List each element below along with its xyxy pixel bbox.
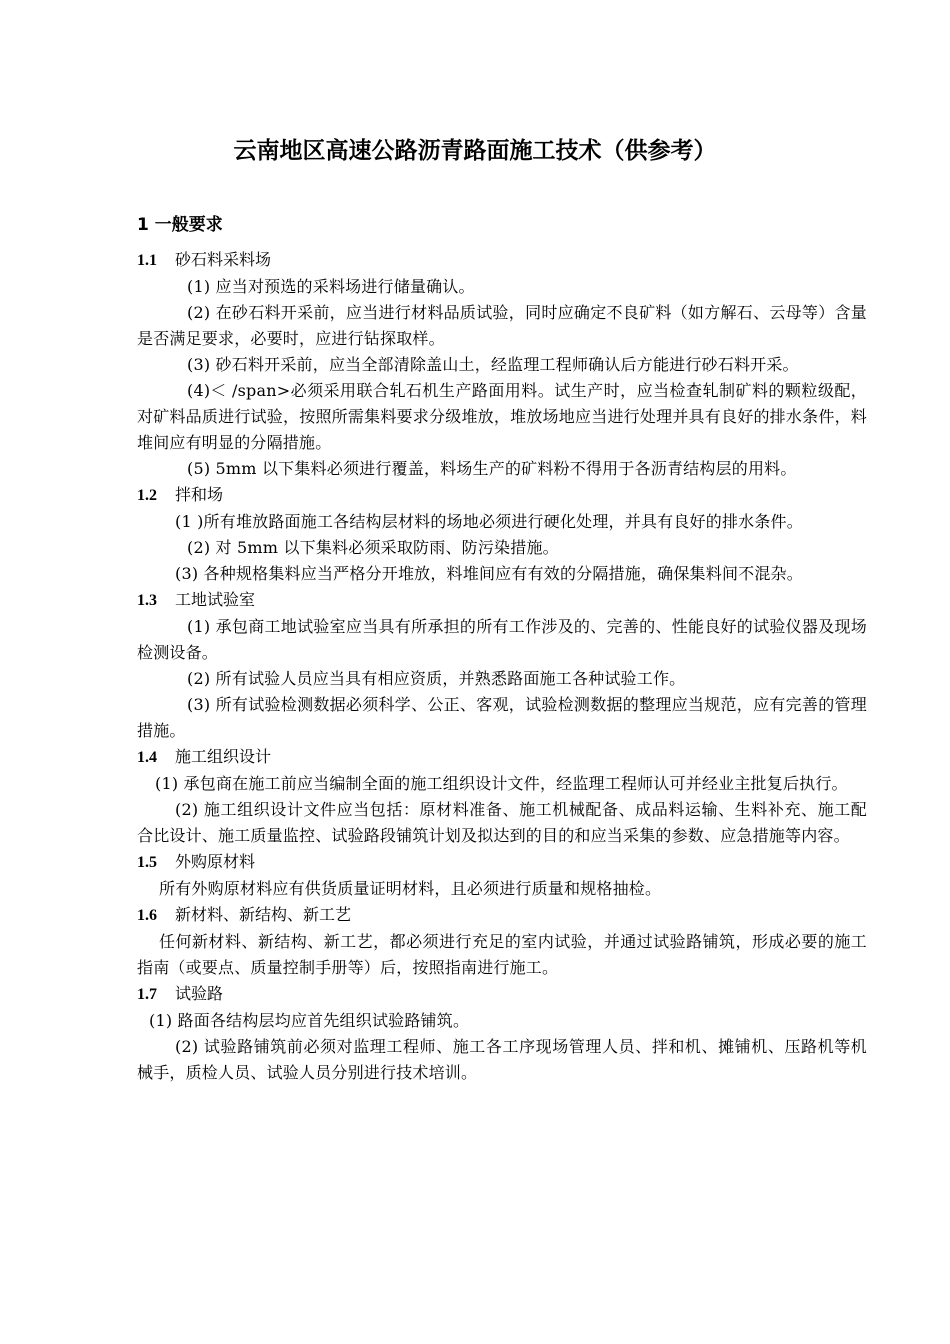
subsection-heading-1-1 — [137, 247, 867, 274]
subsection-number: 1.4 — [137, 749, 157, 766]
subsection-heading-1-4 — [137, 744, 867, 771]
paragraph: (1) 承包商工地试验室应当具有所承担的所有工作涉及的、完善的、性能良好的试验仪器及现场检测设备。 — [137, 617, 867, 662]
subsection-number: 1.6 — [137, 907, 157, 924]
subsection-heading-1-5 — [137, 849, 867, 876]
paragraph: (5) 5mm 以下集料必须进行覆盖，料场生产的矿料粉不得用于各沥青结构层的用料。 — [187, 459, 797, 478]
paragraph: (3) 所有试验检测数据必须科学、公正、客观，试验检测数据的整理应当规范，应有完善的管理措施。 — [137, 695, 867, 740]
subsection-heading-1-3 — [137, 587, 867, 614]
paragraph: (2) 施工组织设计文件应当包括：原材料准备、施工机械配备、成品料运输、生料补充、施工配合比设计、施工质量监控、试验路段铺筑计划及拟达到的目的和应当采集的参数、应急措施等内容。 — [137, 800, 867, 845]
subsection-label: 新材料、新结构、新工艺 — [175, 905, 352, 924]
paragraph: (3) 砂石料开采前，应当全部清除盖山土，经监理工程师确认后方能进行砂石料开采。 — [187, 355, 799, 374]
paragraph: (4)＜ /span>必须采用联合轧石机生产路面用料。试生产时，应当检查轧制矿料的颗粒级配，对矿料品质进行试验，按照所需集料要求分级堆放，堆放场地应当进行处理并具有良好的排水条件，料堆间应有明显的分隔措施。 — [137, 381, 867, 452]
paragraph: (2) 试验路铺筑前必须对监理工程师、施工各工序现场管理人员、拌和机、摊铺机、压路机等机械手，质检人员、试验人员分别进行技术培训。 — [137, 1037, 867, 1082]
subsection-label: 工地试验室 — [175, 590, 256, 609]
subsection-number: 1.2 — [137, 487, 157, 504]
document-body — [137, 211, 867, 1086]
paragraph: 任何新材料、新结构、新工艺，都必须进行充足的室内试验，并通过试验路铺筑，形成必要的施工指南（或要点、质量控制手册等）后，按照指南进行施工。 — [137, 932, 867, 977]
paragraph: (2) 对 5mm 以下集料必须采取防雨、防污染措施。 — [187, 538, 559, 557]
subsection-heading-1-7 — [137, 981, 867, 1008]
paragraph: (2) 所有试验人员应当具有相应资质，并熟悉路面施工各种试验工作。 — [187, 669, 686, 688]
subsection-heading-1-2 — [137, 482, 867, 509]
subsection-label: 拌和场 — [175, 485, 224, 504]
paragraph: (3) 各种规格集料应当严格分开堆放，料堆间应有有效的分隔措施，确保集料间不混杂。 — [175, 564, 803, 583]
subsection-label: 试验路 — [175, 984, 224, 1003]
subsection-number: 1.5 — [137, 854, 157, 871]
subsection-number: 1.1 — [137, 252, 157, 269]
paragraph: (1 )所有堆放路面施工各结构层材料的场地必须进行硬化处理，并具有良好的排水条件。 — [175, 512, 803, 531]
subsection-label: 砂石料采料场 — [175, 250, 272, 269]
subsection-label: 施工组织设计 — [175, 747, 272, 766]
subsection-label: 外购原材料 — [175, 852, 256, 871]
paragraph: (1) 承包商在施工前应当编制全面的施工组织设计文件，经监理工程师认可并经业主批复后执行。 — [155, 774, 848, 793]
document-title: 云南地区高速公路沥青路面施工技术（供参考） — [233, 138, 717, 164]
paragraph: (1) 应当对预选的采料场进行储量确认。 — [187, 277, 475, 296]
subsection-heading-1-6 — [137, 902, 867, 929]
section-heading: 1 一般要求 — [137, 215, 223, 235]
paragraph: (1) 路面各结构层均应首先组织试验路铺筑。 — [149, 1011, 470, 1030]
paragraph: 所有外购原材料应有供货质量证明材料，且必须进行质量和规格抽检。 — [159, 879, 662, 898]
subsection-number: 1.7 — [137, 986, 157, 1003]
paragraph: (2) 在砂石料开采前，应当进行材料品质试验，同时应确定不良矿料（如方解石、云母等）含量是否满足要求，必要时，应进行钻探取样。 — [137, 303, 867, 348]
subsection-number: 1.3 — [137, 592, 157, 609]
